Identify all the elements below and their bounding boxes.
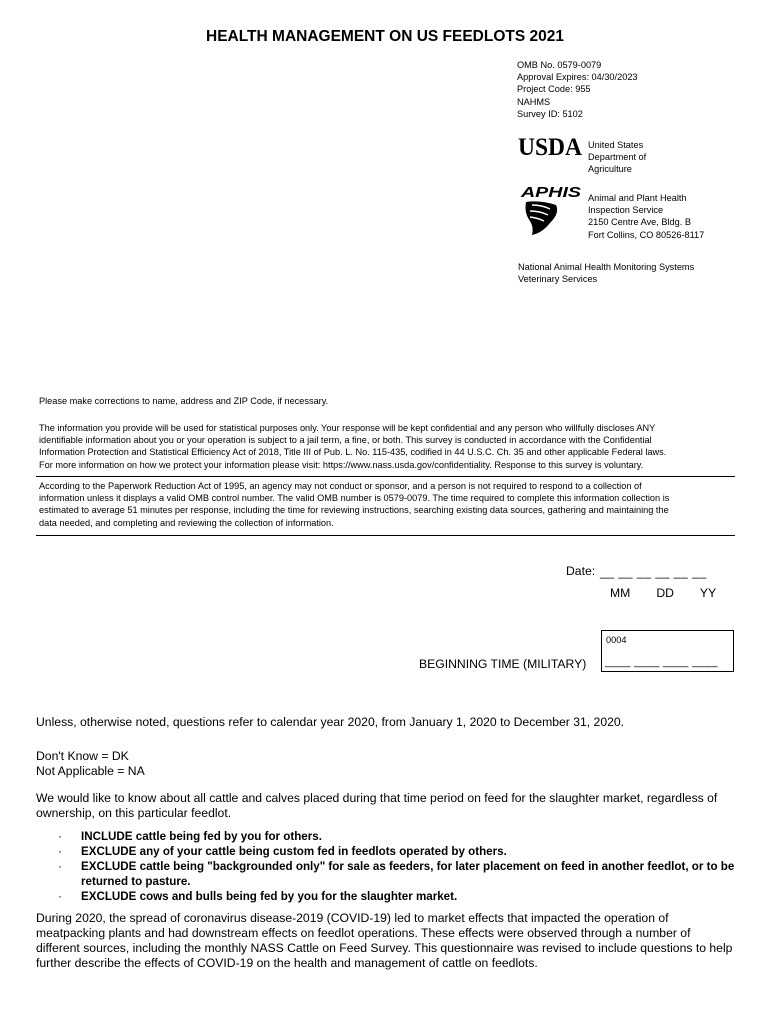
paperwork-line: According to the Paperwork Reduction Act of 1995, an agency may not conduct or sponsor, and a person is not required to respond to a collection of	[39, 481, 642, 491]
list-item	[58, 859, 738, 889]
confidential-line: Information Protection and Statistical Efficiency Act of 2018, Title III of Pub. L. No. 115-435, codified in 44 U.S.C. Ch. 35 and other applicable Federal laws.	[39, 447, 667, 458]
list-item-text: EXCLUDE cows and bulls being fed by you for the slaughter market.	[81, 890, 458, 903]
bullet-icon: ·	[58, 845, 62, 858]
omb-block	[517, 59, 638, 120]
month-label: MM	[610, 586, 631, 600]
list-item-text: EXCLUDE any of your cattle being custom fed in feedlots operated by others.	[81, 845, 507, 858]
calendar-year-note: Unless, otherwise noted, questions refer to calendar year 2020, from January 1, 2020 to December 31, 2020.	[36, 715, 625, 729]
project-code: Project Code: 955	[517, 84, 591, 95]
approval-expires: Approval Expires: 04/30/2023	[517, 72, 638, 83]
list-item	[58, 889, 738, 904]
nahms-line: National Animal Health Monitoring Systems	[518, 262, 695, 272]
confidential-line: For more information on how we protect your information please visit: https://www.nass.usda.gov/confidentiality. Response to this survey is voluntary.	[39, 459, 644, 470]
nahms-line: Veterinary Services	[518, 274, 598, 285]
aphis-logo-text: APHIS	[520, 184, 581, 201]
usda-line: Department of	[588, 152, 647, 163]
usda-logo-text: USDA	[518, 134, 582, 158]
beginning-time-label: BEGINNING TIME (MILITARY)	[419, 657, 587, 671]
corrections-note: Please make corrections to name, address and ZIP Code, if necessary.	[39, 396, 329, 406]
confidential-line: identifiable information about you or your operation is subject to a jail term, a fine, or both. This survey is conducted in accordance with the Confidential	[39, 435, 652, 446]
dont-know-legend: Don't Know = DK	[36, 749, 129, 763]
usda-address	[588, 139, 646, 176]
list-item	[58, 844, 738, 859]
survey-id: Survey ID: 5102	[517, 108, 583, 119]
paperwork-statement	[39, 480, 739, 529]
usda-line: Agriculture	[588, 164, 632, 175]
aphis-line: Inspection Service	[588, 205, 664, 216]
list-item-text: EXCLUDE cattle being "backgrounded only" for sale as feeders, for later placement on feed in another feedlot, or to be returned to pasture.	[81, 860, 735, 888]
bullet-icon: ·	[58, 830, 62, 843]
aphis-line: Animal and Plant Health	[588, 193, 687, 203]
placement-intro: We would like to know about all cattle and calves placed during that time period on feed for the slaughter market, regardless of ownership, on this particular feedlot.	[36, 791, 718, 820]
confidential-line: The information you provide will be used for statistical purposes only. Your response will be kept confidential and any person who willfully discloses ANY	[39, 423, 656, 433]
day-label: DD	[656, 586, 674, 600]
confidentiality-statement	[39, 422, 739, 471]
page-title: HEALTH MANAGEMENT ON US FEEDLOTS 2021	[206, 28, 564, 45]
usda-logo	[518, 134, 582, 158]
bullet-icon: ·	[58, 890, 62, 903]
include-exclude-list	[58, 829, 738, 904]
aphis-line: Fort Collins, CO 80526-8117	[588, 229, 705, 240]
list-item-text: INCLUDE cattle being fed by you for others.	[81, 830, 322, 843]
date-field[interactable]: __ __ __ __ __ __	[600, 565, 707, 579]
nahms-label: NAHMS	[517, 96, 551, 107]
omb-number: OMB No. 0579-0079	[517, 60, 602, 70]
divider	[36, 476, 735, 477]
aphis-logo	[520, 183, 582, 237]
bullet-icon: ·	[58, 860, 62, 873]
paperwork-line: data needed, and completing and reviewing the collection of information.	[39, 517, 334, 528]
covid-note: During 2020, the spread of coronavirus disease-2019 (COVID-19) led to market effects that impacted the operation of meatpacking plants and had downstream effects on feedlot operations. These effects were observed through a number of different sources, including the monthly NASS Cattle on Feed Survey. This questionnaire was revised to include questions to help further describe the effects of COVID-19 on the health and management of cattle on feedlots.	[36, 911, 733, 970]
year-label: YY	[699, 586, 717, 600]
divider	[36, 535, 735, 536]
paperwork-line: estimated to average 51 minutes per response, including the time for reviewing instructions, searching existing data sources, gathering and maintaining the	[39, 505, 669, 516]
list-item	[58, 829, 738, 844]
date-label: Date:	[566, 564, 596, 578]
beginning-time-field[interactable]: ____ ____ ____ ____	[605, 656, 718, 668]
paperwork-line: information unless it displays a valid OMB control number. The valid OMB number is 0579-0079. The time required to complete this information collection is	[39, 493, 670, 504]
aphis-address	[588, 192, 704, 241]
aphis-line: 2150 Centre Ave, Bldg. B	[588, 217, 692, 228]
not-applicable-legend: Not Applicable = NA	[36, 764, 145, 778]
date-units	[610, 586, 742, 601]
usda-line: United States	[588, 140, 644, 150]
item-code: 0004	[606, 635, 627, 645]
nahms-block	[518, 261, 694, 285]
